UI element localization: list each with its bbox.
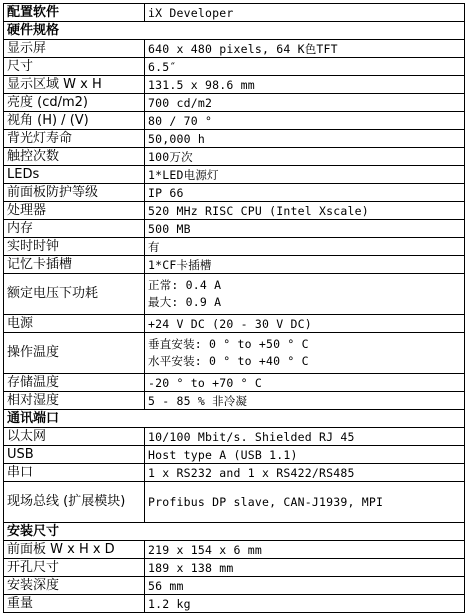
row-display bbox=[4, 40, 465, 58]
memory-label: 内存 bbox=[4, 220, 145, 238]
fieldbus-label: 现场总线 (扩展模块) bbox=[4, 482, 145, 523]
row-card-slot bbox=[4, 256, 465, 274]
row-rtc bbox=[4, 238, 465, 256]
usb-label: USB bbox=[4, 446, 145, 464]
size-label: 尺寸 bbox=[4, 58, 145, 76]
front-protection-value: IP 66 bbox=[145, 184, 465, 202]
mount-depth-value: 56 mm bbox=[145, 577, 465, 595]
leds-value: 1*LED电源灯 bbox=[145, 166, 465, 184]
row-brightness bbox=[4, 94, 465, 112]
row-mount-depth bbox=[4, 577, 465, 595]
card-slot-label: 记忆卡插槽 bbox=[4, 256, 145, 274]
humidity-value: 5 - 85 % 非冷凝 bbox=[145, 392, 465, 410]
spec-table bbox=[3, 3, 465, 613]
row-fieldbus bbox=[4, 482, 465, 523]
row-weight bbox=[4, 595, 465, 613]
row-leds bbox=[4, 166, 465, 184]
row-humidity bbox=[4, 392, 465, 410]
power-supply-value: +24 V DC (20 - 30 V DC) bbox=[145, 315, 465, 333]
touch-count-label: 触控次数 bbox=[4, 148, 145, 166]
ethernet-value: 10/100 Mbit/s. Shielded RJ 45 bbox=[145, 428, 465, 446]
cutout-label: 开孔尺寸 bbox=[4, 559, 145, 577]
mount-depth-label: 安装深度 bbox=[4, 577, 145, 595]
storage-temp-label: 存储温度 bbox=[4, 374, 145, 392]
software-value: iX Developer bbox=[145, 4, 465, 22]
touch-count-value: 100万次 bbox=[145, 148, 465, 166]
weight-label: 重量 bbox=[4, 595, 145, 613]
front-panel-value: 219 x 154 x 6 mm bbox=[145, 541, 465, 559]
power-consumption-max: 最大: 0.9 A bbox=[148, 295, 222, 309]
brightness-label: 亮度 (cd/m2) bbox=[4, 94, 145, 112]
usb-value: Host type A (USB 1.1) bbox=[145, 446, 465, 464]
row-software bbox=[4, 4, 465, 22]
leds-label: LEDs bbox=[4, 166, 145, 184]
software-label: 配置软件 bbox=[4, 4, 145, 22]
backlight-life-label: 背光灯寿命 bbox=[4, 130, 145, 148]
operating-temp-label: 操作温度 bbox=[4, 333, 145, 374]
section-hardware bbox=[4, 22, 465, 40]
installation-section-title: 安装尺寸 bbox=[4, 523, 465, 541]
row-front-panel bbox=[4, 541, 465, 559]
power-consumption-value bbox=[145, 274, 465, 315]
operating-temp-value bbox=[145, 333, 465, 374]
memory-value: 500 MB bbox=[145, 220, 465, 238]
row-front-protection bbox=[4, 184, 465, 202]
card-slot-value: 1*CF卡插槽 bbox=[145, 256, 465, 274]
viewing-angle-label: 视角 (H) / (V) bbox=[4, 112, 145, 130]
backlight-life-value: 50,000 h bbox=[145, 130, 465, 148]
power-supply-label: 电源 bbox=[4, 315, 145, 333]
serial-value: 1 x RS232 and 1 x RS422/RS485 bbox=[145, 464, 465, 482]
section-installation bbox=[4, 523, 465, 541]
row-storage-temp bbox=[4, 374, 465, 392]
row-usb bbox=[4, 446, 465, 464]
ethernet-label: 以太网 bbox=[4, 428, 145, 446]
humidity-label: 相对湿度 bbox=[4, 392, 145, 410]
display-area-value: 131.5 x 98.6 mm bbox=[145, 76, 465, 94]
row-touch-count bbox=[4, 148, 465, 166]
row-operating-temp bbox=[4, 333, 465, 374]
operating-temp-vertical: 垂直安装: 0 ° to +50 ° C bbox=[148, 337, 309, 351]
front-panel-label: 前面板 W x H x D bbox=[4, 541, 145, 559]
row-backlight-life bbox=[4, 130, 465, 148]
weight-value: 1.2 kg bbox=[145, 595, 465, 613]
serial-label: 串口 bbox=[4, 464, 145, 482]
storage-temp-value: -20 ° to +70 ° C bbox=[145, 374, 465, 392]
row-viewing-angle bbox=[4, 112, 465, 130]
processor-value: 520 MHz RISC CPU (Intel Xscale) bbox=[145, 202, 465, 220]
row-ethernet bbox=[4, 428, 465, 446]
section-communication bbox=[4, 410, 465, 428]
row-power-consumption bbox=[4, 274, 465, 315]
communication-section-title: 通讯端口 bbox=[4, 410, 465, 428]
display-area-label: 显示区域 W x H bbox=[4, 76, 145, 94]
power-consumption-label: 额定电压下功耗 bbox=[4, 274, 145, 315]
fieldbus-value: Profibus DP slave, CAN-J1939, MPI bbox=[145, 482, 465, 523]
row-cutout bbox=[4, 559, 465, 577]
viewing-angle-value: 80 / 70 ° bbox=[145, 112, 465, 130]
row-memory bbox=[4, 220, 465, 238]
display-value: 640 x 480 pixels, 64 K色TFT bbox=[145, 40, 465, 58]
row-serial bbox=[4, 464, 465, 482]
rtc-label: 实时时钟 bbox=[4, 238, 145, 256]
rtc-value: 有 bbox=[145, 238, 465, 256]
row-size bbox=[4, 58, 465, 76]
hardware-section-title: 硬件规格 bbox=[4, 22, 465, 40]
power-consumption-normal: 正常: 0.4 A bbox=[148, 278, 222, 292]
processor-label: 处理器 bbox=[4, 202, 145, 220]
cutout-value: 189 x 138 mm bbox=[145, 559, 465, 577]
row-display-area bbox=[4, 76, 465, 94]
display-label: 显示屏 bbox=[4, 40, 145, 58]
row-power-supply bbox=[4, 315, 465, 333]
front-protection-label: 前面板防护等级 bbox=[4, 184, 145, 202]
brightness-value: 700 cd/m2 bbox=[145, 94, 465, 112]
size-value: 6.5″ bbox=[145, 58, 465, 76]
operating-temp-horizontal: 水平安装: 0 ° to +40 ° C bbox=[148, 354, 309, 368]
row-processor bbox=[4, 202, 465, 220]
